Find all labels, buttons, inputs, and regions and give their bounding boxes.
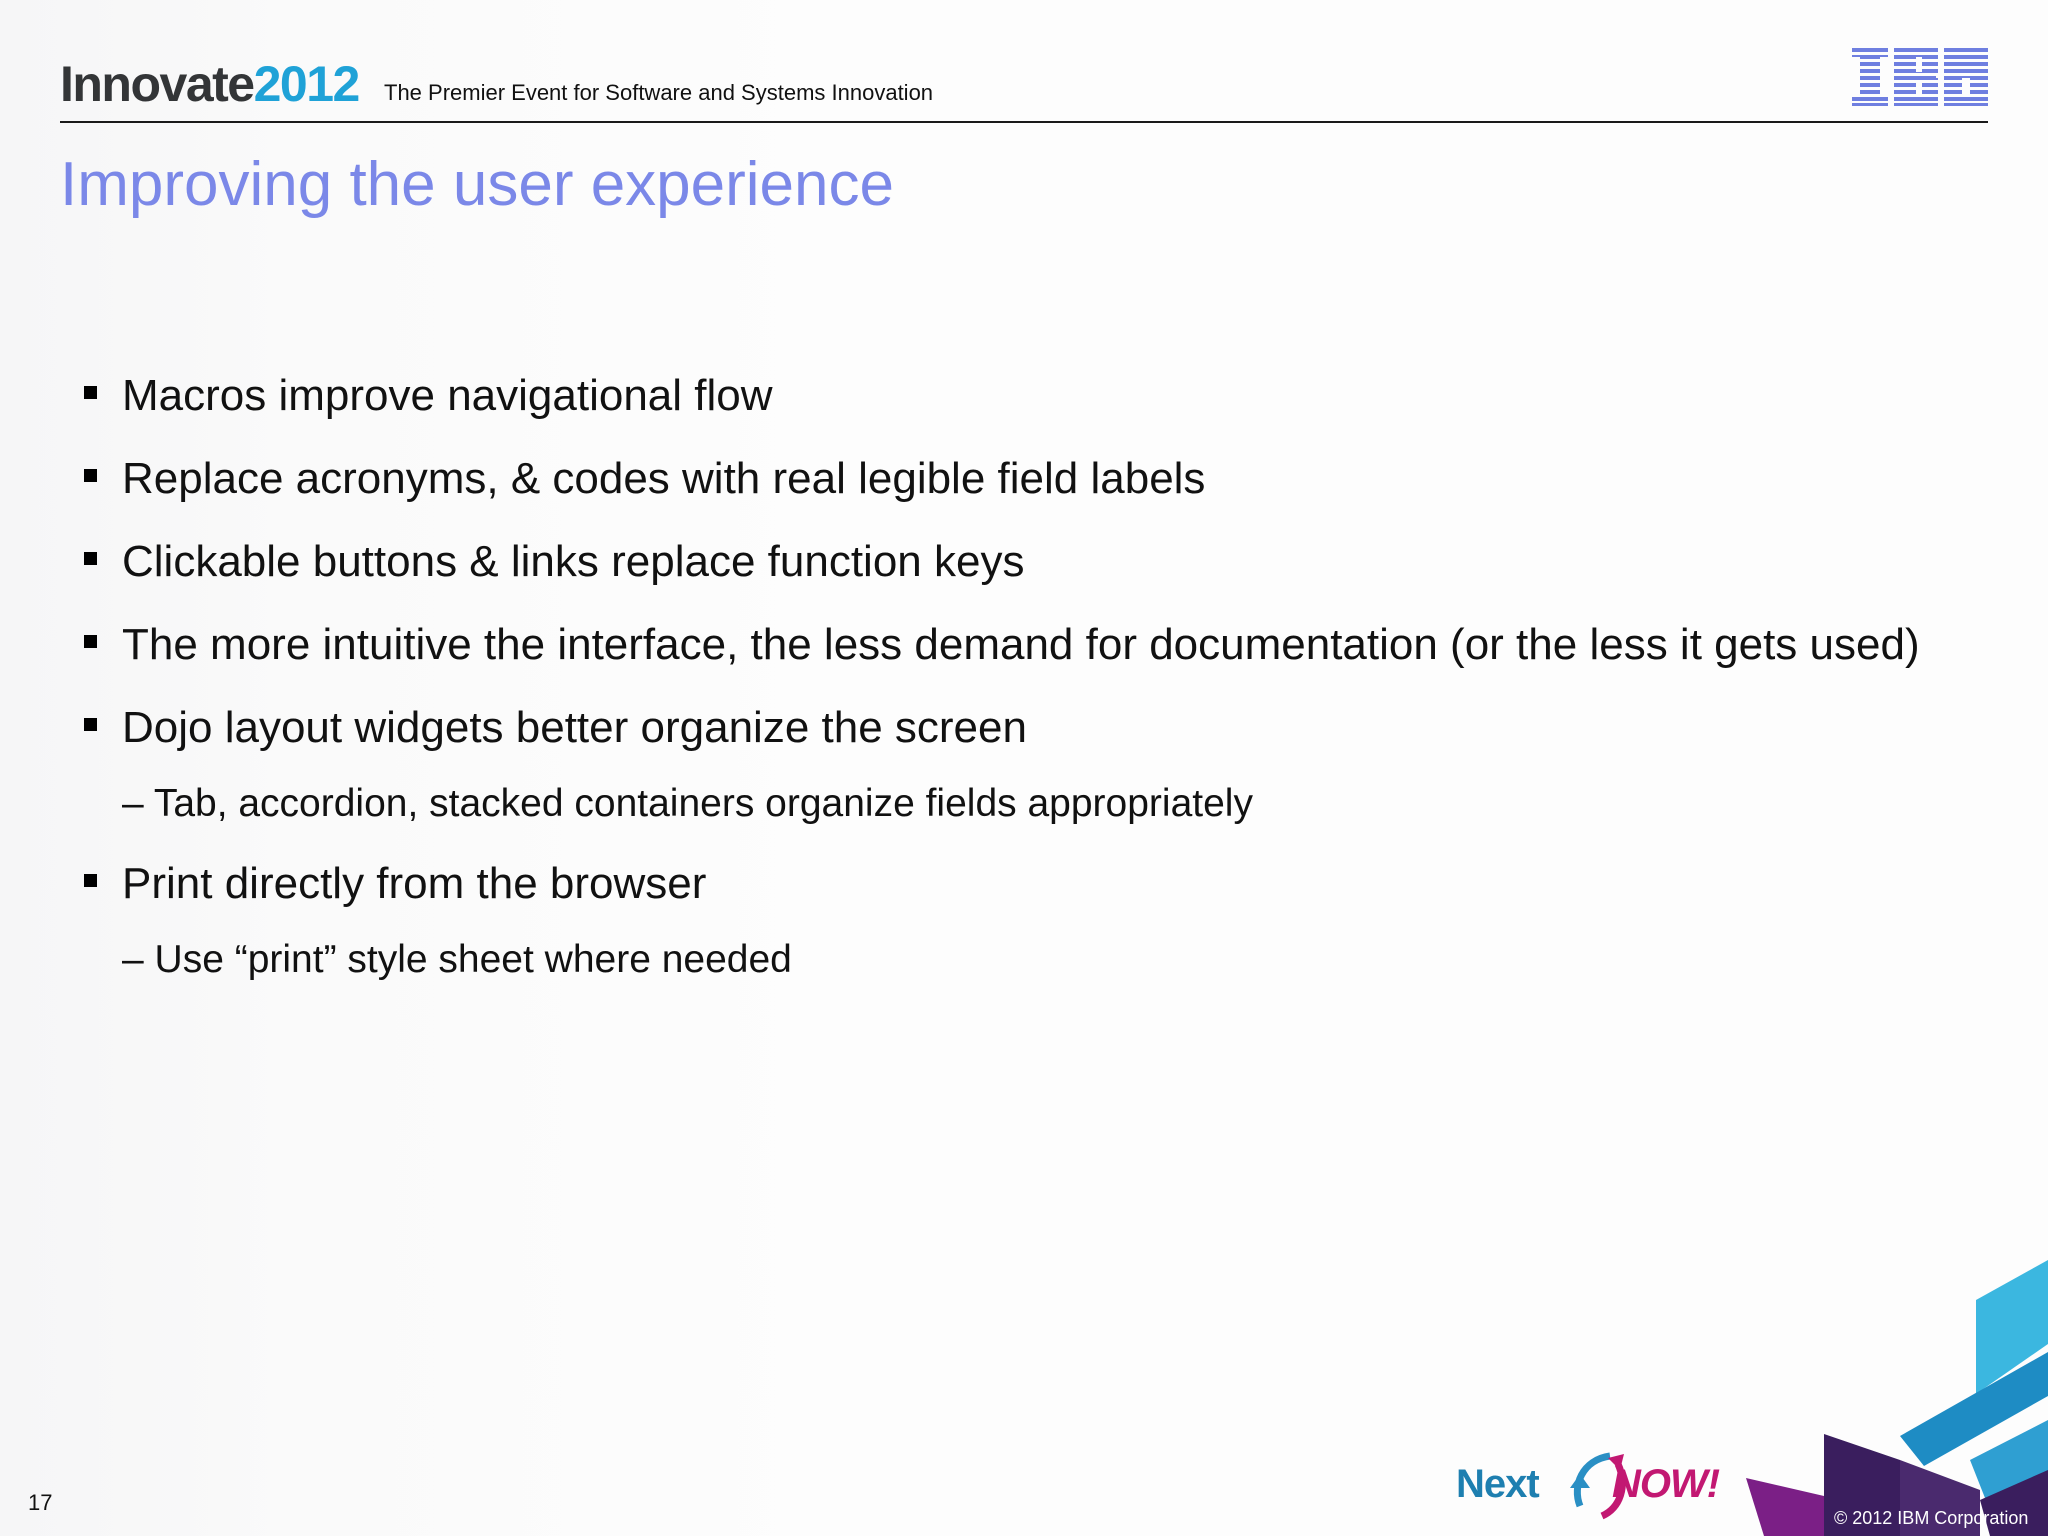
campaign-next-text: Next bbox=[1456, 1462, 1539, 1506]
innovate-2012-logo bbox=[60, 54, 359, 114]
square-bullet-icon bbox=[84, 552, 97, 565]
bullet-text: Print directly from the browser bbox=[122, 859, 707, 908]
sub-list-item bbox=[80, 931, 2020, 1004]
bullet-text: The more intuitive the interface, the less demand for documentation (or the less it gets used) bbox=[122, 620, 1920, 669]
list-item bbox=[80, 609, 2020, 692]
event-tagline: The Premier Event for Software and Systems Innovation bbox=[384, 80, 934, 105]
bullet-text: Clickable buttons & links replace function keys bbox=[122, 537, 1025, 586]
list-item bbox=[80, 692, 2020, 775]
square-bullet-icon bbox=[84, 469, 97, 482]
list-item bbox=[80, 848, 2020, 931]
square-bullet-icon bbox=[84, 718, 97, 731]
ibm-logo-icon bbox=[1852, 48, 1988, 106]
bullet-text: Dojo layout widgets better organize the screen bbox=[122, 703, 1027, 752]
list-item bbox=[80, 526, 2020, 609]
logo-year: 2012 bbox=[253, 56, 359, 112]
bullet-text: Macros improve navigational flow bbox=[122, 371, 773, 420]
bullet-text: Replace acronyms, & codes with real legible field labels bbox=[122, 454, 1206, 503]
slide-title: Improving the user experience bbox=[60, 150, 895, 219]
copyright-notice: © 2012 IBM Corporation bbox=[1834, 1508, 2029, 1528]
list-item bbox=[80, 360, 2020, 443]
sub-bullet-text: – Tab, accordion, stacked containers organize fields appropriately bbox=[122, 782, 1253, 825]
decorative-triangles-icon bbox=[1700, 1260, 2048, 1536]
page-number: 17 bbox=[28, 1490, 53, 1515]
logo-word: Innovate bbox=[60, 56, 254, 112]
square-bullet-icon bbox=[84, 874, 97, 887]
square-bullet-icon bbox=[84, 386, 97, 399]
sub-bullet-text: – Use “print” style sheet where needed bbox=[122, 938, 792, 981]
campaign-now-text: NOW! bbox=[1612, 1462, 1720, 1506]
list-item bbox=[80, 443, 2020, 526]
sub-list-item bbox=[80, 775, 2020, 848]
bullet-list bbox=[80, 360, 2020, 1004]
header-divider bbox=[60, 121, 1988, 123]
square-bullet-icon bbox=[84, 635, 97, 648]
